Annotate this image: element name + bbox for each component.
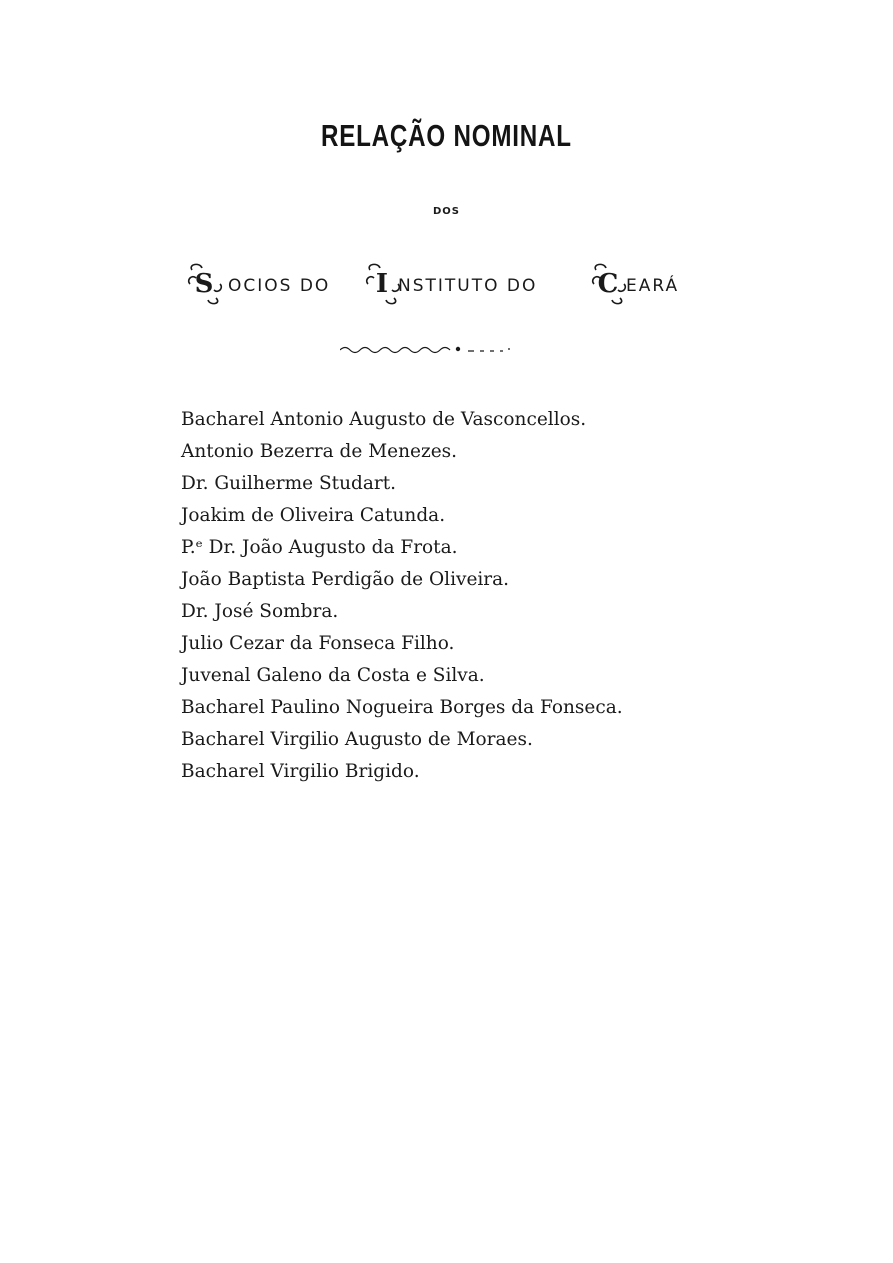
list-item: Joakim de Oliveira Catunda. xyxy=(181,505,446,526)
list-item: Bacharel Virgilio Brigido. xyxy=(181,761,420,782)
list-item: Bacharel Virgilio Augusto de Moraes. xyxy=(181,729,533,750)
list-item: João Baptista Perdigão de Oliveira. xyxy=(181,569,510,590)
institute-heading xyxy=(186,262,706,312)
heading-part-3: EARÁ xyxy=(626,276,680,296)
ornamental-initial-s xyxy=(186,262,224,306)
list-item: Julio Cezar da Fonseca Filho. xyxy=(181,633,455,654)
list-item: P.ᵉ Dr. João Augusto da Frota. xyxy=(181,537,458,558)
list-item: Antonio Bezerra de Menezes. xyxy=(181,441,458,462)
ornament-letter: S xyxy=(194,269,216,299)
decorative-rule-icon xyxy=(340,343,515,357)
heading-part-1: OCIOS DO xyxy=(228,276,331,296)
list-item: Bacharel Paulino Nogueira Borges da Fonseca. xyxy=(181,697,623,718)
ornament-letter: I xyxy=(375,269,391,299)
list-item: Dr. José Sombra. xyxy=(181,601,339,622)
ornamental-initial-c xyxy=(590,262,628,306)
list-item: Juvenal Galeno da Costa e Silva. xyxy=(181,665,485,686)
page-title: RELAÇÃO NOMINAL xyxy=(320,118,572,153)
ornament-letter: C xyxy=(597,269,621,299)
list-item: Bacharel Antonio Augusto de Vasconcellos. xyxy=(181,409,587,430)
ornamental-initial-i xyxy=(364,262,402,306)
member-list xyxy=(181,404,623,788)
subtitle: DOS xyxy=(432,206,460,217)
list-item: Dr. Guilherme Studart. xyxy=(181,473,397,494)
heading-part-2: NSTITUTO DO xyxy=(398,276,538,296)
